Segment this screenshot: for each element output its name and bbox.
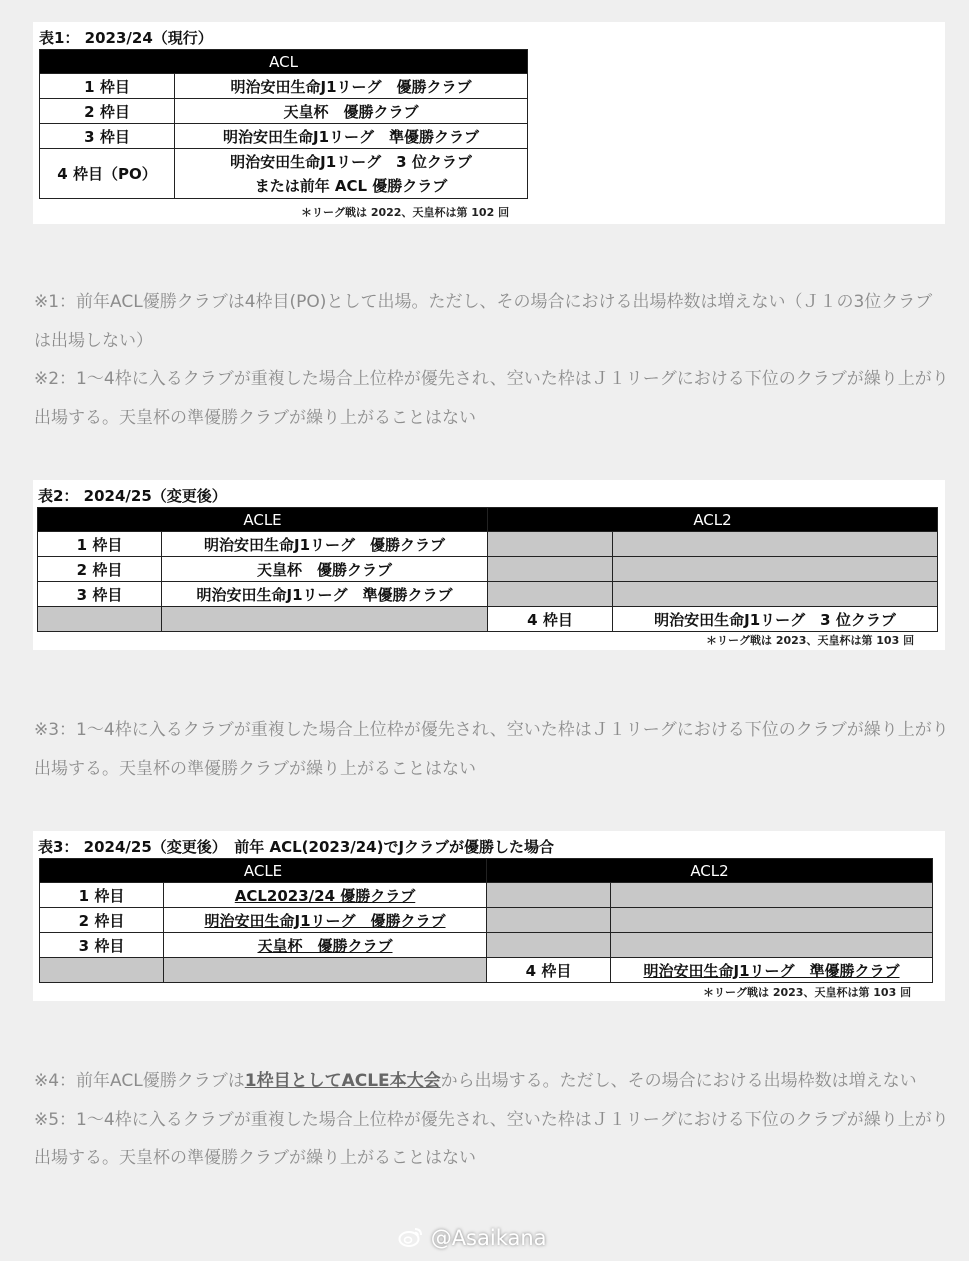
club-cell: 天皇杯 優勝クラブ	[164, 933, 487, 958]
note-3: ※3：1〜4枠に入るクラブが重複した場合上位枠が優先され、空いた枠はＪ１リーグにおける下位のクラブが繰り上がり出場する。天皇杯の準優勝クラブが繰り上がることはない	[34, 720, 949, 779]
empty-cell	[611, 933, 933, 958]
table1-title: 表1： 2023/24（現行）	[39, 29, 213, 47]
table-row	[40, 149, 528, 199]
table-row	[38, 557, 938, 582]
empty-cell	[611, 883, 933, 908]
note-4-prefix: ※4：前年ACL優勝クラブは	[34, 1071, 245, 1091]
table3-header-acle: ACLE	[40, 859, 487, 883]
table2-panel	[33, 480, 945, 650]
empty-cell	[613, 582, 938, 607]
slot-label: 4 枠目	[487, 958, 611, 983]
table-row	[38, 582, 938, 607]
slot-label: 1 枠目	[40, 74, 175, 99]
slot-label: 3 枠目	[40, 933, 164, 958]
weibo-icon	[398, 1226, 424, 1253]
slot-label: 2 枠目	[40, 908, 164, 933]
empty-cell	[487, 908, 611, 933]
club-cell: 天皇杯 優勝クラブ	[175, 99, 528, 124]
table2-title: 表2： 2024/25（変更後）	[38, 487, 227, 505]
table1-header-acl: ACL	[40, 50, 528, 74]
slot-label: 2 枠目	[38, 557, 162, 582]
table2-header-acle: ACLE	[38, 508, 488, 532]
table-row	[40, 124, 528, 149]
table3-header-acl2: ACL2	[487, 859, 933, 883]
table2-header-acl2: ACL2	[488, 508, 938, 532]
table1-panel	[33, 22, 945, 224]
slot-label: 3 枠目	[38, 582, 162, 607]
notes-block-1	[34, 283, 949, 437]
slot-label: 4 枠目（PO）	[40, 149, 175, 199]
table-row	[40, 958, 933, 983]
table-row	[38, 607, 938, 632]
table-row	[40, 74, 528, 99]
club-cell: 明治安田生命J1リーグ 準優勝クラブ	[162, 582, 488, 607]
table-row	[40, 908, 933, 933]
club-cell: 天皇杯 優勝クラブ	[162, 557, 488, 582]
club-cell: 明治安田生命J1リーグ 準優勝クラブ	[611, 958, 933, 983]
slot-label: 1 枠目	[38, 532, 162, 557]
table3-footnote: ＊リーグ戦は 2023、天皇杯は第 103 回	[703, 986, 912, 999]
empty-cell	[487, 883, 611, 908]
empty-cell	[162, 607, 488, 632]
empty-cell	[164, 958, 487, 983]
empty-cell	[488, 557, 613, 582]
notes-block-2	[34, 711, 949, 788]
note-4-suffix: から出場する。ただし、その場合における出場枠数は増えない	[440, 1071, 917, 1091]
table-row	[40, 933, 933, 958]
table3	[39, 858, 933, 983]
table-row	[38, 532, 938, 557]
empty-cell	[40, 958, 164, 983]
table-row	[40, 883, 933, 908]
club-cell: ACL2023/24 優勝クラブ	[164, 883, 487, 908]
note-4-emphasis: 1枠目としてACLE本大会	[244, 1071, 441, 1091]
club-cell: 明治安田生命J1リーグ 優勝クラブ	[162, 532, 488, 557]
note-4	[34, 1062, 949, 1101]
table2	[37, 507, 938, 632]
note-1: ※1：前年ACL優勝クラブは4枠目(PO)として出場。ただし、その場合における出場枠数は増えない（Ｊ１の3位クラブは出場しない）	[34, 292, 933, 351]
table3-panel	[33, 831, 945, 1001]
watermark	[398, 1226, 547, 1253]
table1-footnote: ＊リーグ戦は 2022、天皇杯は第 102 回	[301, 206, 510, 219]
notes-block-3	[34, 1062, 949, 1178]
slot-label: 4 枠目	[488, 607, 613, 632]
empty-cell	[38, 607, 162, 632]
table3-title: 表3： 2024/25（変更後） 前年 ACL(2023/24)でJクラブが優勝した場合	[38, 838, 555, 856]
empty-cell	[488, 532, 613, 557]
watermark-text: @Asaikana	[430, 1226, 547, 1250]
slot-label: 2 枠目	[40, 99, 175, 124]
empty-cell	[613, 557, 938, 582]
club-cell: 明治安田生命J1リーグ 準優勝クラブ	[175, 124, 528, 149]
empty-cell	[488, 582, 613, 607]
club-cell: 明治安田生命J1リーグ 優勝クラブ	[175, 74, 528, 99]
table1	[39, 49, 528, 199]
note-2: ※2：1〜4枠に入るクラブが重複した場合上位枠が優先され、空いた枠はＪ１リーグにおける下位のクラブが繰り上がり出場する。天皇杯の準優勝クラブが繰り上がることはない	[34, 369, 949, 428]
empty-cell	[613, 532, 938, 557]
empty-cell	[487, 933, 611, 958]
club-line-1: 明治安田生命J1リーグ 3 位クラブ	[230, 152, 472, 171]
slot-label: 1 枠目	[40, 883, 164, 908]
empty-cell	[611, 908, 933, 933]
note-5: ※5：1〜4枠に入るクラブが重複した場合上位枠が優先され、空いた枠はＪ１リーグにおける下位のクラブが繰り上がり出場する。天皇杯の準優勝クラブが繰り上がることはない	[34, 1109, 949, 1168]
slot-label: 3 枠目	[40, 124, 175, 149]
club-cell	[175, 149, 528, 199]
club-cell: 明治安田生命J1リーグ 優勝クラブ	[164, 908, 487, 933]
club-line-2: または前年 ACL 優勝クラブ	[254, 176, 448, 195]
table-row	[40, 99, 528, 124]
table2-footnote: ＊リーグ戦は 2023、天皇杯は第 103 回	[706, 634, 915, 647]
club-cell: 明治安田生命J1リーグ 3 位クラブ	[613, 607, 938, 632]
